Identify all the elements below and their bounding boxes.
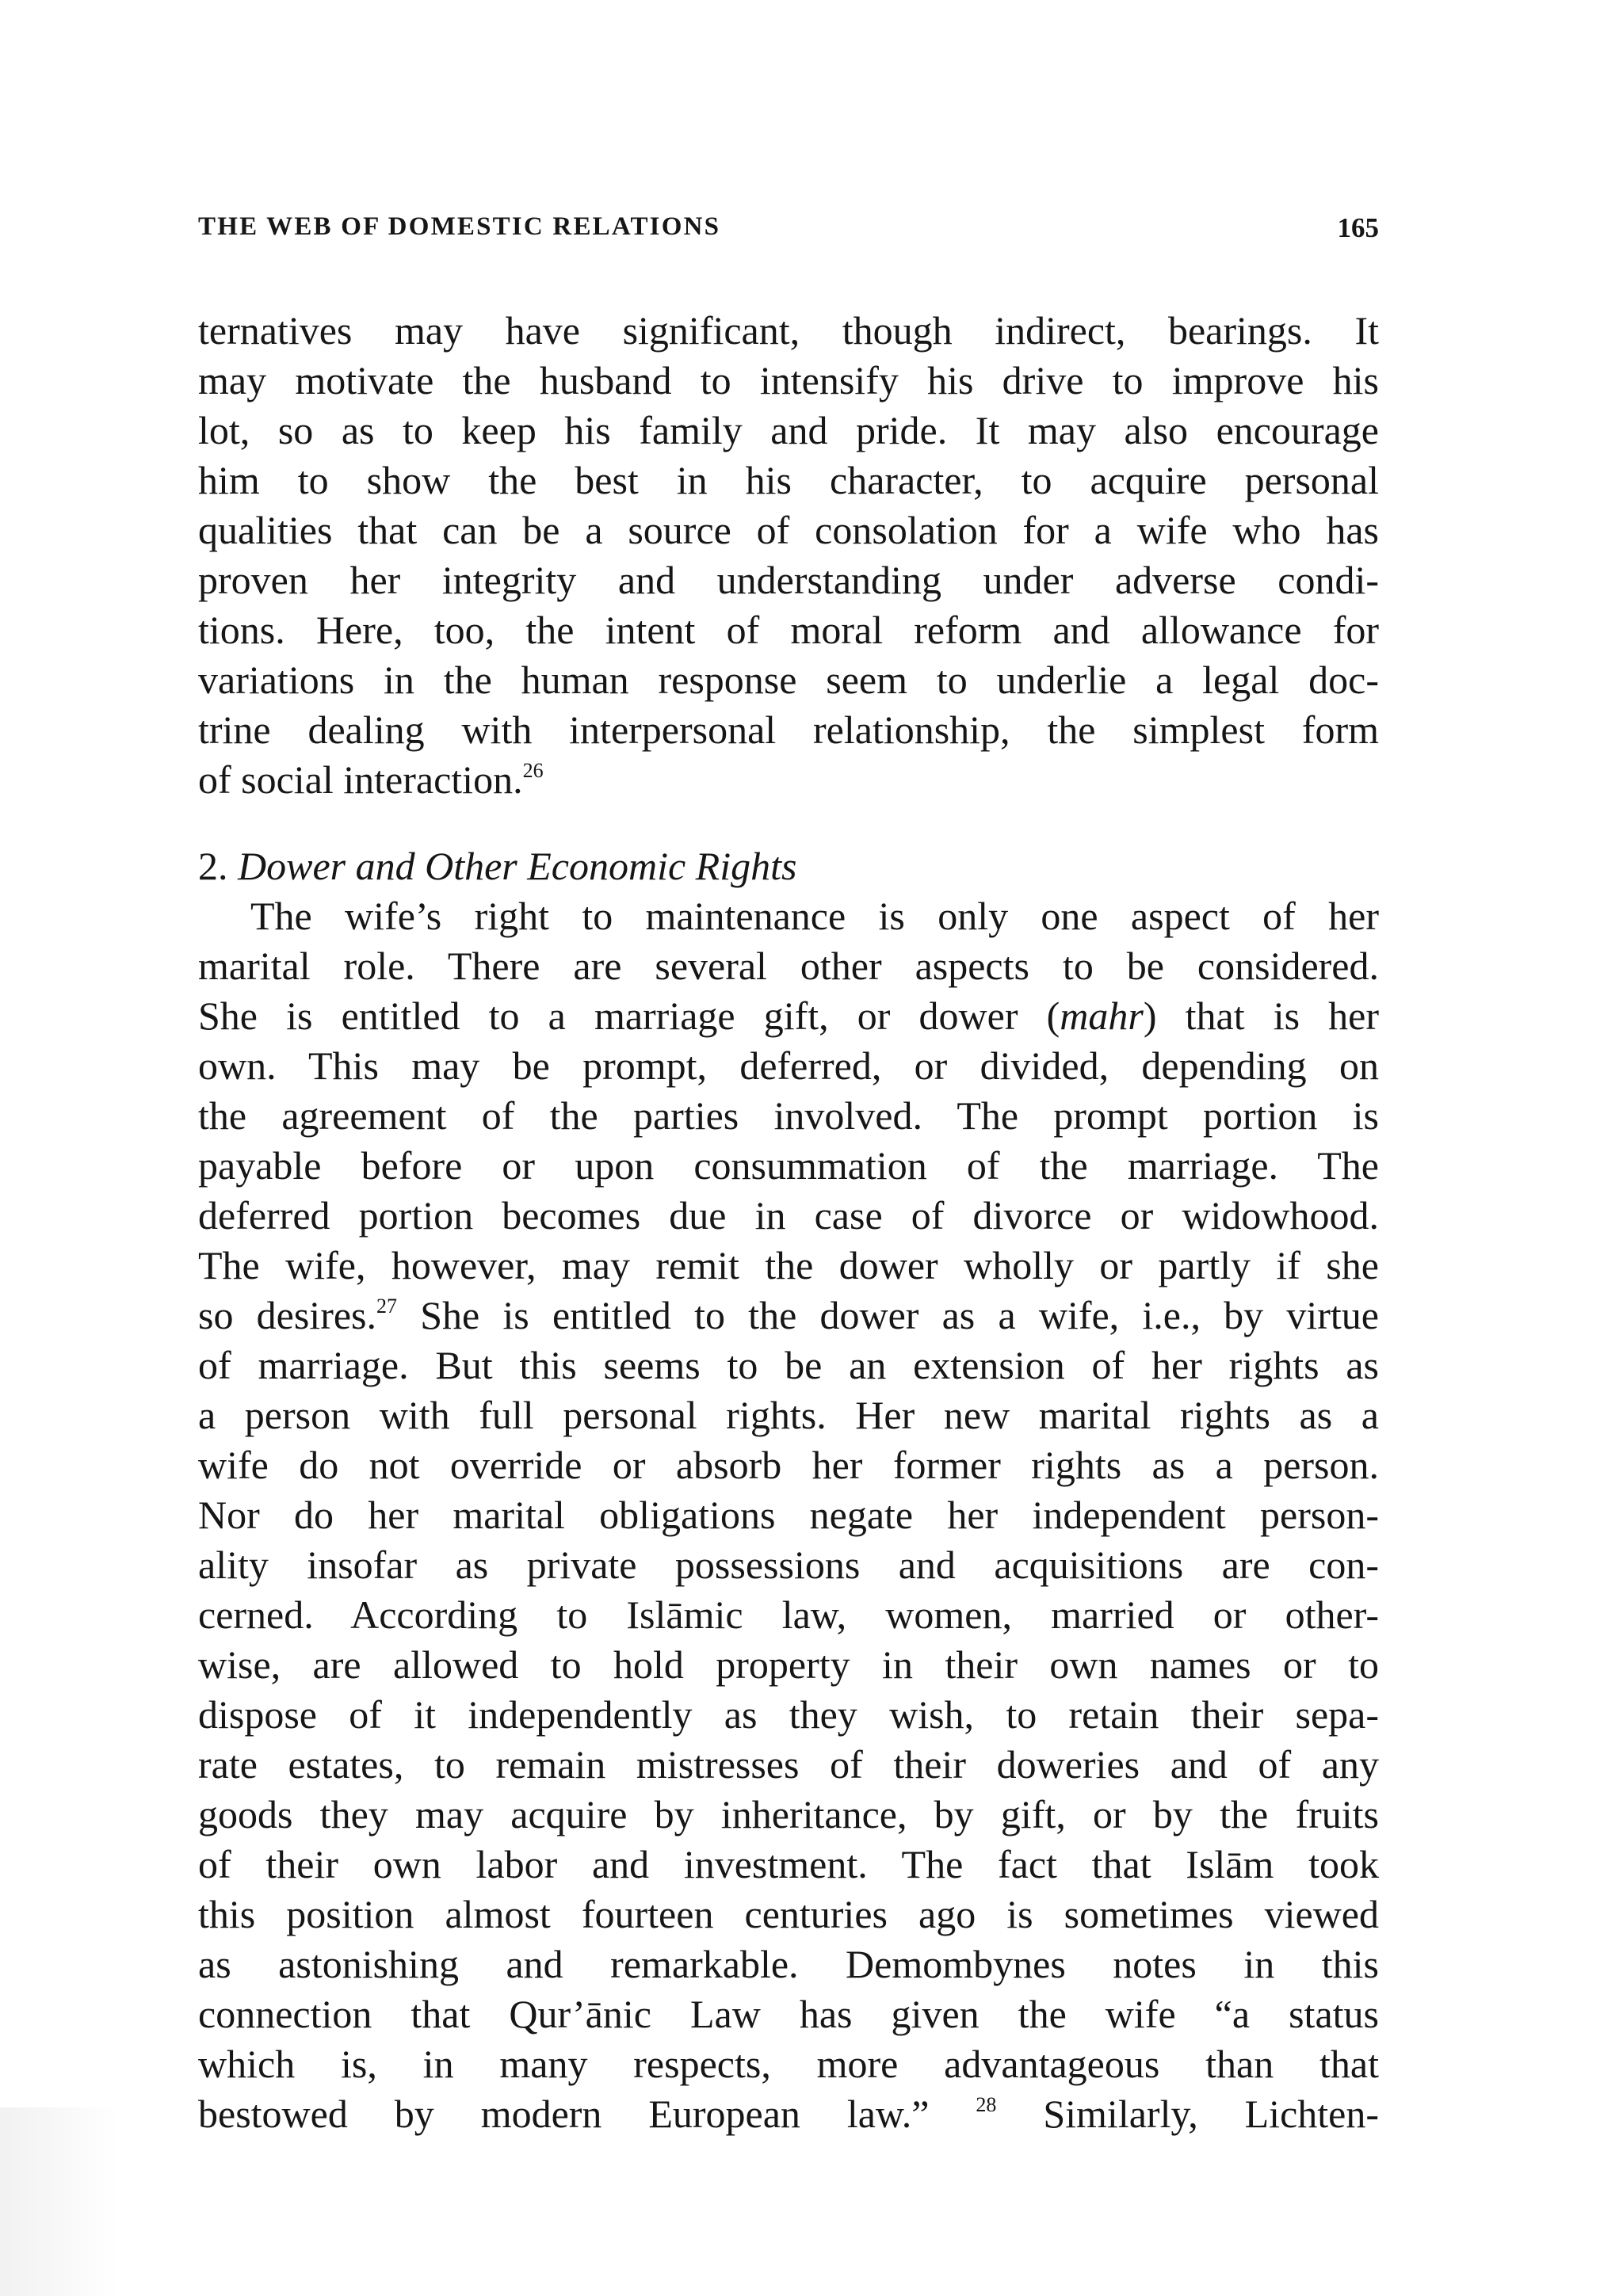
page-number: 165 xyxy=(1337,212,1379,243)
paragraph-2-line: which is, in many respects, more advantageous than that xyxy=(198,2042,1379,2086)
paragraph-2-line: connection that Qur’ānic Law has given the wife “a status xyxy=(198,1992,1379,2036)
paragraph-2-line: own. This may be prompt, deferred, or divided, depending on xyxy=(198,1043,1379,1088)
paragraph-2-line: the agreement of the parties involved. The prompt portion is xyxy=(198,1093,1379,1138)
paragraph-2-line: payable before or upon consummation of the marriage. The xyxy=(198,1143,1379,1188)
footnote-ref-26: 26 xyxy=(522,759,544,782)
paragraph-2-line: rate estates, to remain mistresses of their doweries and of any xyxy=(198,1742,1379,1787)
paragraph-1-line: qualities that can be a source of consolation for a wife who has xyxy=(198,508,1379,552)
paragraph-2-line: Nor do her marital obligations negate her independent person- xyxy=(198,1493,1379,1537)
paragraph-1-line: trine dealing with interpersonal relationship, the simplest form xyxy=(198,707,1379,752)
line-text: bestowed by modern European law.” xyxy=(198,2092,976,2136)
scan-shadow xyxy=(0,2107,119,2296)
paragraph-2-line: ality insofar as private possessions and acquisitions are con- xyxy=(198,1543,1379,1587)
paragraph-2-line: cerned. According to Islāmic law, women, married or other- xyxy=(198,1592,1379,1637)
paragraph-2-line xyxy=(198,2089,1379,2139)
footnote-ref-27: 27 xyxy=(376,1295,397,1318)
line-text: Similarly, Lichten- xyxy=(996,2092,1379,2136)
line-text: ) that is her xyxy=(1143,994,1380,1038)
paragraph-2-line xyxy=(198,991,1379,1041)
paragraph-2-line: The wife’s right to maintenance is only one aspect of her xyxy=(250,894,1379,938)
paragraph-1-line: variations in the human response seem to underlie a legal doc- xyxy=(198,658,1379,702)
paragraph-1-line: tions. Here, too, the intent of moral reform and allowance for xyxy=(198,608,1379,652)
paragraph-2-line: goods they may acquire by inheritance, by gift, or by the fruits xyxy=(198,1792,1379,1836)
paragraph-1-line: lot, so as to keep his family and pride. It may also encourage xyxy=(198,408,1379,452)
paragraph-1-last-line xyxy=(198,755,1379,805)
section-title: Dower and Other Economic Rights xyxy=(238,844,797,888)
paragraph-1-line: him to show the best in his character, to acquire personal xyxy=(198,458,1379,502)
running-title: THE WEB OF DOMESTIC RELATIONS xyxy=(198,212,721,241)
paragraph-2-line: of their own labor and investment. The fact that Islām took xyxy=(198,1842,1379,1886)
paragraph-2-line: this position almost fourteen centuries ago is sometimes viewed xyxy=(198,1892,1379,1936)
line-text: She is entitled to the dower as a wife, i.e., by virtue xyxy=(397,1293,1379,1337)
body-text xyxy=(198,306,1379,2139)
running-head xyxy=(198,212,1379,249)
paragraph-2-line: marital role. There are several other aspects to be considered. xyxy=(198,944,1379,988)
paragraph-2-line: deferred portion becomes due in case of divorce or widowhood. xyxy=(198,1193,1379,1238)
paragraph-1-line: may motivate the husband to intensify his drive to improve his xyxy=(198,358,1379,402)
paragraph-1-line: proven her integrity and understanding under adverse condi- xyxy=(198,558,1379,602)
italic-term-mahr: mahr xyxy=(1060,994,1144,1038)
paragraph-2-line: of marriage. But this seems to be an extension of her rights as xyxy=(198,1343,1379,1387)
paragraph-2-line: The wife, however, may remit the dower wholly or partly if she xyxy=(198,1243,1379,1287)
paragraph-2-line: as astonishing and remarkable. Demombynes notes in this xyxy=(198,1942,1379,1986)
paragraph-2-line: dispose of it independently as they wish, to retain their sepa- xyxy=(198,1692,1379,1737)
line-text: She is entitled to a marriage gift, or dower ( xyxy=(198,994,1060,1038)
section-heading xyxy=(198,841,1379,891)
paragraph-1-line: ternatives may have significant, though indirect, bearings. It xyxy=(198,308,1379,353)
footnote-ref-28: 28 xyxy=(976,2093,997,2116)
paragraph-2-line: wife do not override or absorb her former rights as a person. xyxy=(198,1443,1379,1487)
paragraph-2-line xyxy=(198,1291,1379,1341)
line-text: so desires. xyxy=(198,1293,376,1337)
section-number: 2. xyxy=(198,844,228,888)
paragraph-2-line: a person with full personal rights. Her new marital rights as a xyxy=(198,1393,1379,1437)
paragraph-2-line: wise, are allowed to hold property in their own names or to xyxy=(198,1642,1379,1687)
paragraph-1-last-line-text: of social interaction. xyxy=(198,757,523,802)
